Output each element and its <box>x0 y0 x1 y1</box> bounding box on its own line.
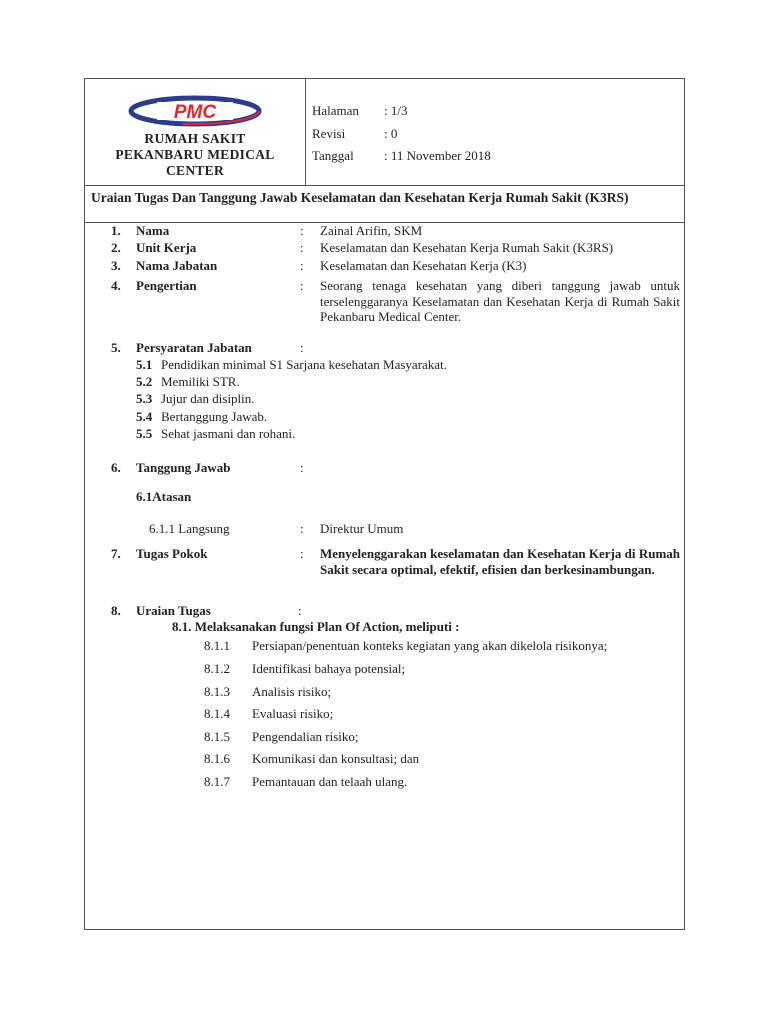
task-8-1-2-num: 8.1.2 <box>204 661 230 676</box>
hospital-name-line-1: RUMAH SAKIT <box>144 131 246 146</box>
task-8-1-6-text: Komunikasi dan konsultasi; dan <box>252 751 420 766</box>
section-5-colon: : <box>300 340 304 355</box>
meta-tanggal-label: Tanggal <box>312 148 354 163</box>
req-5-4-text: Bertanggung Jawab. <box>161 409 268 424</box>
field-3-colon: : <box>300 258 304 273</box>
req-5-5-text: Sehat jasmani dan rohani. <box>161 426 296 441</box>
field-1-value: Zainal Arifin, SKM <box>320 223 423 238</box>
section-8-1-heading: 8.1. Melaksanakan fungsi Plan Of Action, meliputi : <box>172 619 460 634</box>
field-3-num: 3. <box>111 258 121 273</box>
task-8-1-7-text: Pemantauan dan telaah ulang. <box>252 774 408 789</box>
field-4-colon: : <box>300 278 304 293</box>
section-5-num: 5. <box>111 340 121 355</box>
req-5-1-text: Pendidikan minimal S1 Sarjana kesehatan Masyarakat. <box>161 357 447 372</box>
field-3-value: Keselamatan dan Kesehatan Kerja (K3) <box>320 258 527 273</box>
task-8-1-1-text: Persiapan/penentuan konteks kegiatan yang akan dikelola risikonya; <box>252 638 608 653</box>
meta-halaman-value: : 1/3 <box>384 103 408 118</box>
field-1-colon: : <box>300 223 304 238</box>
task-8-1-6-num: 8.1.6 <box>204 751 230 766</box>
task-8-1-4-text: Evaluasi risiko; <box>252 706 334 721</box>
field-2-label: Unit Kerja <box>136 240 197 255</box>
field-1-label: Nama <box>136 223 170 238</box>
section-6-num: 6. <box>111 460 121 475</box>
field-4-label: Pengertian <box>136 278 197 293</box>
task-8-1-3-text: Analisis risiko; <box>252 684 332 699</box>
task-8-1-7-num: 8.1.7 <box>204 774 230 789</box>
task-8-1-1-num: 8.1.1 <box>204 638 230 653</box>
logo-text: PMC <box>173 102 217 123</box>
section-7-num: 7. <box>111 546 121 561</box>
section-7-value: Menyelenggarakan keselamatan dan Kesehatan Kerja di Rumah Sakit secara optimal, efektif, efisien dan berkesinambungan. <box>320 546 680 577</box>
atasan-langsung-colon: : <box>300 521 304 536</box>
hospital-name-line-2: PEKANBARU MEDICAL <box>115 147 275 162</box>
req-5-4-num: 5.4 <box>136 409 153 424</box>
header-divider <box>85 185 684 186</box>
field-2-num: 2. <box>111 240 121 255</box>
field-3-label: Nama Jabatan <box>136 258 218 273</box>
section-5-label: Persyaratan Jabatan <box>136 340 252 355</box>
section-8-label: Uraian Tugas <box>136 603 211 618</box>
atasan-heading: 6.1Atasan <box>136 489 192 504</box>
hospital-name-line-3: CENTER <box>165 163 225 178</box>
field-1-num: 1. <box>111 223 121 238</box>
req-5-3-num: 5.3 <box>136 391 153 406</box>
section-7-label: Tugas Pokok <box>136 546 208 561</box>
meta-revisi-value: : 0 <box>384 126 398 141</box>
document-frame <box>84 78 685 930</box>
req-5-2-text: Memiliki STR. <box>161 374 240 389</box>
section-8-num: 8. <box>111 603 121 618</box>
task-8-1-4-num: 8.1.4 <box>204 706 230 721</box>
field-4-num: 4. <box>111 278 121 293</box>
atasan-langsung-label: 6.1.1 Langsung <box>149 521 230 536</box>
meta-tanggal-value: : 11 November 2018 <box>384 148 491 163</box>
pmc-logo <box>127 95 263 127</box>
req-5-5-num: 5.5 <box>136 426 153 441</box>
section-6-label: Tanggung Jawab <box>136 460 231 475</box>
field-4-value: Seorang tenaga kesehatan yang diberi tanggung jawab untuk terselenggaranya Keselamatan dan Kesehatan Kerja di Rumah Sakit Pekanbaru Medical Center. <box>320 278 680 324</box>
field-2-value: Keselamatan dan Kesehatan Kerja Rumah Sakit (K3RS) <box>320 240 614 255</box>
pmc-logo-graphic <box>127 95 263 127</box>
task-8-1-3-num: 8.1.3 <box>204 684 230 699</box>
task-8-1-2-text: Identifikasi bahaya potensial; <box>252 661 406 676</box>
atasan-langsung-value: Direktur Umum <box>320 521 404 536</box>
task-8-1-5-text: Pengendalian risiko; <box>252 729 359 744</box>
task-8-1-5-num: 8.1.5 <box>204 729 230 744</box>
section-7-colon: : <box>300 546 304 561</box>
meta-revisi-label: Revisi <box>312 126 346 141</box>
req-5-2-num: 5.2 <box>136 374 153 389</box>
header-column-divider <box>305 79 306 185</box>
document-title: Uraian Tugas Dan Tanggung Jawab Keselamatan dan Kesehatan Kerja Rumah Sakit (K3RS) <box>91 190 629 205</box>
section-6-colon: : <box>300 460 304 475</box>
field-2-colon: : <box>300 240 304 255</box>
meta-halaman-label: Halaman <box>312 103 359 118</box>
req-5-1-num: 5.1 <box>136 357 153 372</box>
section-8-colon: : <box>298 603 302 618</box>
req-5-3-text: Jujur dan disiplin. <box>161 391 255 406</box>
